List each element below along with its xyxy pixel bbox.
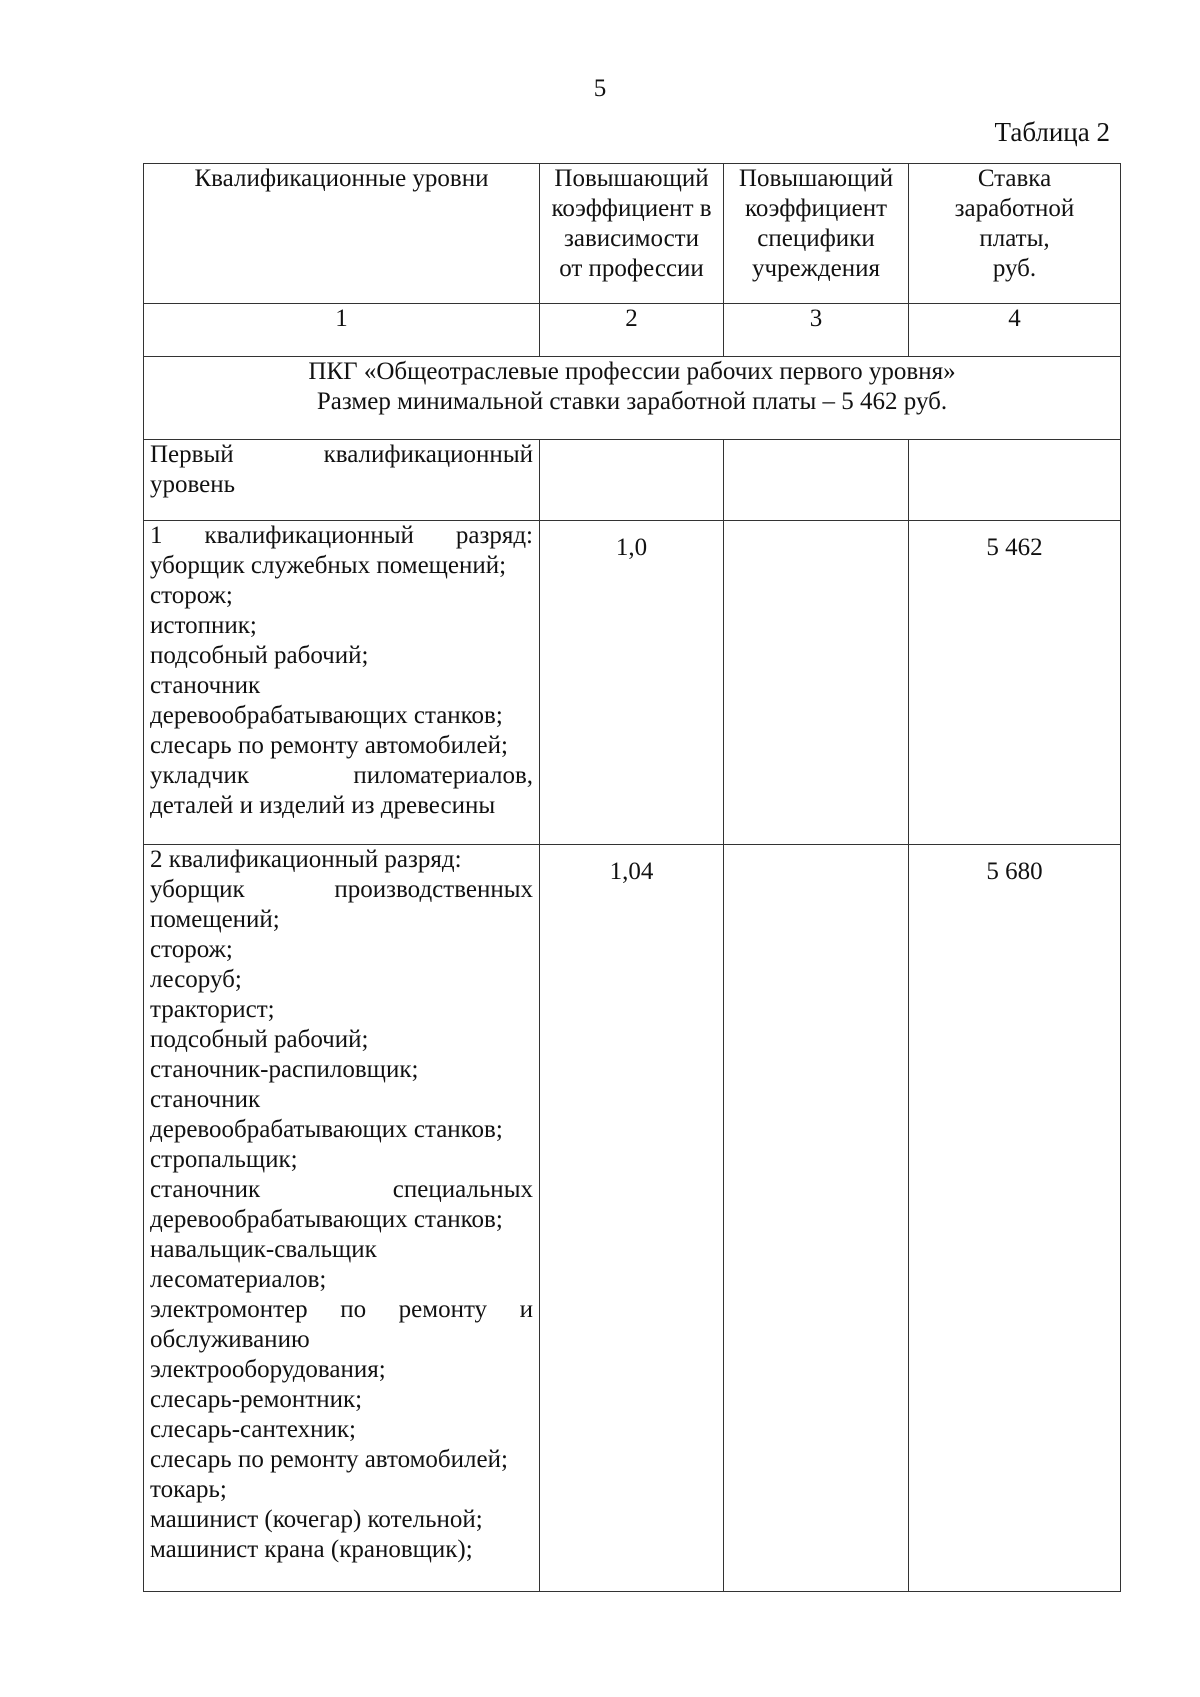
level-title-line: Первый квалификационный (150, 441, 533, 468)
header-line: руб. (992, 255, 1037, 282)
column-number: 2 (540, 304, 724, 357)
group-title-line: ПКГ «Общеотраслевые профессии рабочих первого уровня» (308, 358, 956, 385)
profession-line: лесоруб; (150, 966, 242, 993)
table-row (144, 521, 1121, 845)
column-number: 1 (144, 304, 540, 357)
table-row (144, 845, 1121, 1592)
profession-line: укладчик пиломатериалов, (150, 762, 533, 789)
profession-line: стропальщик; (150, 1146, 298, 1173)
profession-line: слесарь по ремонту автомобилей; (150, 732, 508, 759)
level-title (144, 440, 540, 521)
profession-line: лесоматериалов; (150, 1266, 327, 1293)
profession-coefficient: 1,04 (540, 845, 724, 1592)
profession-line: станочник-распиловщик; (150, 1056, 419, 1083)
profession-line: деревообрабатывающих станков; (150, 702, 503, 729)
empty-cell (540, 440, 724, 521)
header-line: зависимости (564, 225, 699, 252)
header-line: Квалификационные уровни (194, 165, 489, 192)
header-profession-coefficient (540, 164, 724, 304)
profession-line: станочник (150, 672, 261, 699)
group-min-rate-line: Размер минимальной ставки заработной платы – 5 462 руб. (316, 388, 948, 415)
profession-line: деталей и изделий из древесины (150, 792, 496, 819)
header-line: Ставка (977, 165, 1052, 192)
header-line: Повышающий (554, 165, 709, 192)
profession-line: деревообрабатывающих станков; (150, 1206, 503, 1233)
profession-line: сторож; (150, 936, 233, 963)
institution-coefficient (724, 521, 909, 845)
profession-line: токарь; (150, 1476, 227, 1503)
header-line: от профессии (559, 255, 704, 282)
header-line: учреждения (751, 255, 880, 282)
header-qualification-levels (144, 164, 540, 304)
header-line: заработной (954, 195, 1075, 222)
profession-coefficient: 1,0 (540, 521, 724, 845)
profession-line: уборщик производственных (150, 876, 533, 903)
profession-line: 2 квалификационный разряд: (150, 846, 462, 873)
profession-line: станочник специальных (150, 1176, 533, 1203)
profession-line: станочник (150, 1086, 261, 1113)
profession-line: подсобный рабочий; (150, 1026, 369, 1053)
profession-line: слесарь-ремонтник; (150, 1386, 363, 1413)
column-number: 4 (909, 304, 1121, 357)
header-line: коэффициент в (551, 195, 712, 222)
profession-line: машинист (кочегар) котельной; (150, 1506, 483, 1533)
column-number-row (144, 304, 1121, 357)
group-title (144, 357, 1121, 440)
empty-cell (724, 440, 909, 521)
profession-line: слесарь по ремонту автомобилей; (150, 1446, 508, 1473)
institution-coefficient (724, 845, 909, 1592)
profession-list (144, 845, 540, 1592)
profession-line: обслуживанию (150, 1326, 310, 1353)
header-salary-rate (909, 164, 1121, 304)
profession-line: электромонтер по ремонту и (150, 1296, 533, 1323)
group-row (144, 357, 1121, 440)
profession-line: деревообрабатывающих станков; (150, 1116, 503, 1143)
header-row (144, 164, 1121, 304)
salary-rate: 5 680 (909, 845, 1121, 1592)
profession-line: истопник; (150, 612, 257, 639)
level-row (144, 440, 1121, 521)
profession-line: слесарь-сантехник; (150, 1416, 356, 1443)
profession-line: навальщик-свальщик (150, 1236, 377, 1263)
profession-line: сторож; (150, 582, 233, 609)
salary-rate: 5 462 (909, 521, 1121, 845)
page-number: 5 (593, 75, 607, 102)
profession-line: подсобный рабочий; (150, 642, 369, 669)
profession-line: 1 квалификационный разряд: (150, 522, 533, 549)
header-institution-coefficient (724, 164, 909, 304)
empty-cell (909, 440, 1121, 521)
profession-line: электрооборудования; (150, 1356, 386, 1383)
level-title-line: уровень (150, 471, 236, 498)
qualification-table (143, 163, 1121, 1592)
profession-line: машинист крана (крановщик); (150, 1536, 473, 1563)
profession-line: уборщик служебных помещений; (150, 552, 507, 579)
header-line: платы, (979, 225, 1050, 252)
profession-line: помещений; (150, 906, 280, 933)
header-line: Повышающий (738, 165, 894, 192)
profession-line: тракторист; (150, 996, 275, 1023)
column-number: 3 (724, 304, 909, 357)
table-label: Таблица 2 (994, 117, 1110, 147)
header-line: специфики (757, 225, 875, 252)
header-line: коэффициент (744, 195, 888, 222)
profession-list (144, 521, 540, 845)
